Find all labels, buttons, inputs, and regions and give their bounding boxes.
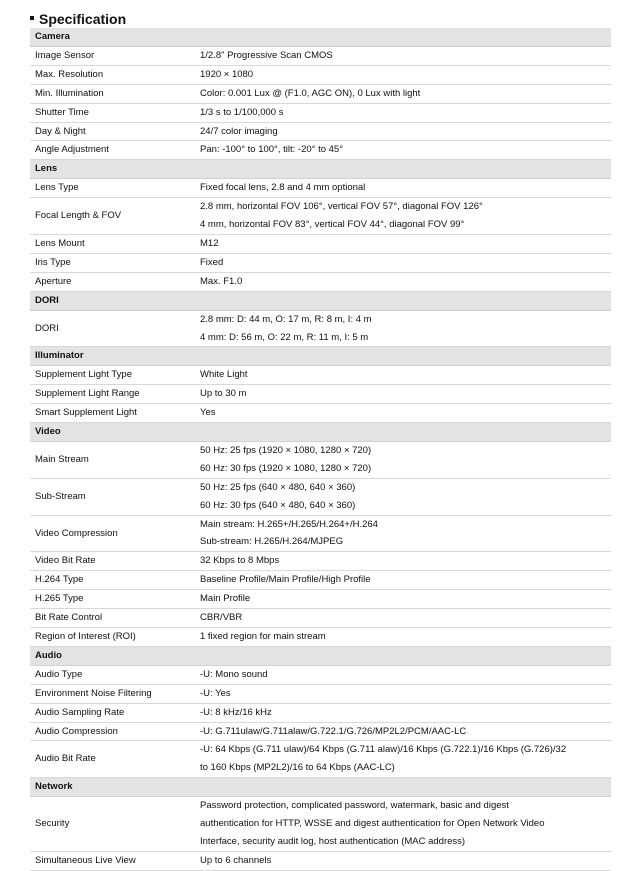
spec-value bbox=[195, 272, 611, 291]
spec-value-line: 1920 × 1080 bbox=[200, 68, 254, 80]
spec-value-line: 1/2.8" Progressive Scan CMOS bbox=[200, 49, 333, 61]
spec-value-line: -U: 64 Kbps (G.711 ulaw)/64 Kbps (G.711 alaw)/16 Kbps (G.722.1)/16 Kbps (G.726)/32 bbox=[200, 744, 567, 756]
spec-row bbox=[30, 571, 611, 590]
spec-label: Lens Type bbox=[30, 179, 195, 198]
spec-value bbox=[195, 609, 611, 628]
spec-value-line: Sub-stream: H.265/H.264/MJPEG bbox=[200, 536, 344, 548]
spec-row bbox=[30, 253, 611, 272]
section-header-row bbox=[30, 291, 611, 310]
spec-row bbox=[30, 609, 611, 628]
section-header-row bbox=[30, 778, 611, 797]
spec-row bbox=[30, 103, 611, 122]
spec-value-line: Fixed focal lens, 2.8 and 4 mm optional bbox=[200, 182, 366, 194]
spec-row bbox=[30, 179, 611, 198]
spec-row bbox=[30, 628, 611, 647]
spec-value-line: Yes bbox=[200, 407, 216, 419]
spec-label: Image Sensor bbox=[30, 46, 195, 65]
spec-value-line: -U: Yes bbox=[200, 687, 231, 699]
spec-label: Audio Bit Rate bbox=[30, 741, 195, 778]
spec-value bbox=[195, 404, 611, 423]
spec-row bbox=[30, 665, 611, 684]
spec-value bbox=[195, 234, 611, 253]
spec-value-line: 1 fixed region for main stream bbox=[200, 631, 326, 642]
spec-value-line: Up to 30 m bbox=[200, 388, 247, 400]
section-header: Audio bbox=[30, 646, 611, 665]
spec-label: Day & Night bbox=[30, 122, 195, 141]
spec-value-line: 24/7 color imaging bbox=[200, 125, 278, 137]
spec-value bbox=[195, 851, 611, 870]
spec-row bbox=[30, 851, 611, 870]
spec-value bbox=[195, 46, 611, 65]
spec-value-line: Password protection, complicated password, watermark, basic and digest bbox=[200, 800, 509, 812]
spec-table-body bbox=[30, 28, 611, 870]
spec-label: H.265 Type bbox=[30, 590, 195, 609]
spec-value-line: White Light bbox=[200, 369, 248, 381]
spec-row bbox=[30, 741, 611, 778]
spec-value-line: Interface, security audit log, host authentication (MAC address) bbox=[200, 835, 466, 847]
section-header: Illuminator bbox=[30, 347, 611, 366]
spec-row bbox=[30, 366, 611, 385]
spec-value-line: Color: 0.001 Lux @ (F1.0, AGC ON), 0 Lux with light bbox=[200, 87, 421, 99]
spec-label: Lens Mount bbox=[30, 234, 195, 253]
spec-value-line: CBR/VBR bbox=[200, 612, 243, 624]
spec-row bbox=[30, 234, 611, 253]
spec-value bbox=[195, 797, 611, 852]
spec-row bbox=[30, 590, 611, 609]
spec-value-line: 4 mm: D: 56 m, O: 22 m, R: 11 m, I: 5 m bbox=[200, 331, 369, 343]
spec-value-line: 2.8 mm: D: 44 m, O: 17 m, R: 8 m, I: 4 m bbox=[200, 313, 372, 325]
spec-row bbox=[30, 441, 611, 478]
spec-row bbox=[30, 515, 611, 552]
spec-value bbox=[195, 741, 611, 778]
spec-row bbox=[30, 684, 611, 703]
spec-label: DORI bbox=[30, 310, 195, 347]
spec-value bbox=[195, 84, 611, 103]
spec-value-line: Up to 6 channels bbox=[200, 854, 272, 866]
spec-value bbox=[195, 665, 611, 684]
page-title bbox=[30, 10, 126, 28]
spec-value bbox=[195, 628, 611, 647]
section-header: Network bbox=[30, 778, 611, 797]
spec-label: Simultaneous Live View bbox=[30, 851, 195, 870]
spec-label: Supplement Light Type bbox=[30, 366, 195, 385]
spec-value bbox=[195, 366, 611, 385]
bullet-icon bbox=[30, 16, 34, 20]
spec-value bbox=[195, 141, 611, 160]
spec-label: Video Compression bbox=[30, 515, 195, 552]
spec-value-line: 2.8 mm, horizontal FOV 106°, vertical FOV 57°, diagonal FOV 126° bbox=[200, 201, 483, 213]
spec-value-line: 32 Kbps to 8 Mbps bbox=[200, 555, 280, 567]
spec-row bbox=[30, 122, 611, 141]
spec-value bbox=[195, 571, 611, 590]
spec-label: Min. Illumination bbox=[30, 84, 195, 103]
section-header-row bbox=[30, 28, 611, 46]
spec-value bbox=[195, 310, 611, 347]
spec-value-line: M12 bbox=[200, 237, 219, 249]
spec-value-line: 50 Hz: 25 fps (640 × 480, 640 × 360) bbox=[200, 481, 356, 493]
spec-table bbox=[30, 28, 611, 871]
spec-label: Smart Supplement Light bbox=[30, 404, 195, 423]
section-header: DORI bbox=[30, 291, 611, 310]
spec-label: Sub-Stream bbox=[30, 478, 195, 515]
spec-label: Bit Rate Control bbox=[30, 609, 195, 628]
spec-value bbox=[195, 103, 611, 122]
spec-row bbox=[30, 46, 611, 65]
spec-label: Aperture bbox=[30, 272, 195, 291]
spec-value bbox=[195, 478, 611, 515]
spec-row bbox=[30, 703, 611, 722]
spec-value-line: 50 Hz: 25 fps (1920 × 1080, 1280 × 720) bbox=[200, 444, 372, 456]
page-title-text: Specification bbox=[39, 11, 127, 27]
spec-label: Audio Type bbox=[30, 665, 195, 684]
spec-row bbox=[30, 84, 611, 103]
spec-value bbox=[195, 684, 611, 703]
spec-value-line: -U: 8 kHz/16 kHz bbox=[200, 706, 272, 718]
spec-row bbox=[30, 310, 611, 347]
spec-label: Video Bit Rate bbox=[30, 552, 195, 571]
spec-value bbox=[195, 703, 611, 722]
spec-value-line: -U: G.711ulaw/G.711alaw/G.722.1/G.726/MP2L2/PCM/AAC-LC bbox=[200, 725, 467, 737]
spec-label: Main Stream bbox=[30, 441, 195, 478]
spec-value bbox=[195, 552, 611, 571]
spec-row bbox=[30, 65, 611, 84]
section-header: Video bbox=[30, 423, 611, 442]
spec-label: Focal Length & FOV bbox=[30, 198, 195, 235]
spec-row bbox=[30, 404, 611, 423]
spec-label: Angle Adjustment bbox=[30, 141, 195, 160]
spec-label: Audio Sampling Rate bbox=[30, 703, 195, 722]
section-header: Lens bbox=[30, 160, 611, 179]
spec-row bbox=[30, 198, 611, 235]
spec-value-line: Max. F1.0 bbox=[200, 275, 243, 287]
spec-value bbox=[195, 122, 611, 141]
spec-label: Supplement Light Range bbox=[30, 385, 195, 404]
spec-value-line: -U: Mono sound bbox=[200, 668, 268, 680]
spec-value bbox=[195, 179, 611, 198]
section-header-row bbox=[30, 160, 611, 179]
spec-value-line: authentication for HTTP, WSSE and digest authentication for Open Network Video bbox=[200, 818, 545, 830]
spec-row bbox=[30, 478, 611, 515]
spec-row bbox=[30, 552, 611, 571]
spec-label: Audio Compression bbox=[30, 722, 195, 741]
spec-value bbox=[195, 253, 611, 272]
spec-value-line: Pan: -100° to 100°, tilt: -20° to 45° bbox=[200, 144, 344, 156]
spec-value-line: to 160 Kbps (MP2L2)/16 to 64 Kbps (AAC-LC) bbox=[200, 762, 395, 774]
spec-row bbox=[30, 272, 611, 291]
spec-label: Security bbox=[30, 797, 195, 852]
spec-label: Region of Interest (ROI) bbox=[30, 628, 195, 647]
spec-value bbox=[195, 198, 611, 235]
spec-value bbox=[195, 441, 611, 478]
spec-value bbox=[195, 65, 611, 84]
spec-label: Max. Resolution bbox=[30, 65, 195, 84]
section-header: Camera bbox=[30, 28, 611, 46]
spec-label: H.264 Type bbox=[30, 571, 195, 590]
spec-value-line: Main Profile bbox=[200, 593, 251, 605]
spec-row bbox=[30, 385, 611, 404]
spec-value bbox=[195, 590, 611, 609]
spec-value bbox=[195, 515, 611, 552]
section-header-row bbox=[30, 347, 611, 366]
spec-value bbox=[195, 722, 611, 741]
spec-label: Shutter Time bbox=[30, 103, 195, 122]
spec-value-line: 1/3 s to 1/100,000 s bbox=[200, 106, 284, 118]
spec-label: Iris Type bbox=[30, 253, 195, 272]
section-header-row bbox=[30, 646, 611, 665]
spec-value-line: 60 Hz: 30 fps (1920 × 1080, 1280 × 720) bbox=[200, 462, 372, 474]
spec-label: Environment Noise Filtering bbox=[30, 684, 195, 703]
spec-value-line: 4 mm, horizontal FOV 83°, vertical FOV 44°, diagonal FOV 99° bbox=[200, 219, 465, 231]
spec-row bbox=[30, 722, 611, 741]
spec-value-line: Main stream: H.265+/H.265/H.264+/H.264 bbox=[200, 518, 378, 530]
spec-value bbox=[195, 385, 611, 404]
spec-row bbox=[30, 141, 611, 160]
spec-value-line: 60 Hz: 30 fps (640 × 480, 640 × 360) bbox=[200, 499, 356, 511]
spec-row bbox=[30, 797, 611, 852]
section-header-row bbox=[30, 423, 611, 442]
spec-value-line: Baseline Profile/Main Profile/High Profile bbox=[200, 574, 371, 586]
spec-value-line: Fixed bbox=[200, 256, 224, 268]
